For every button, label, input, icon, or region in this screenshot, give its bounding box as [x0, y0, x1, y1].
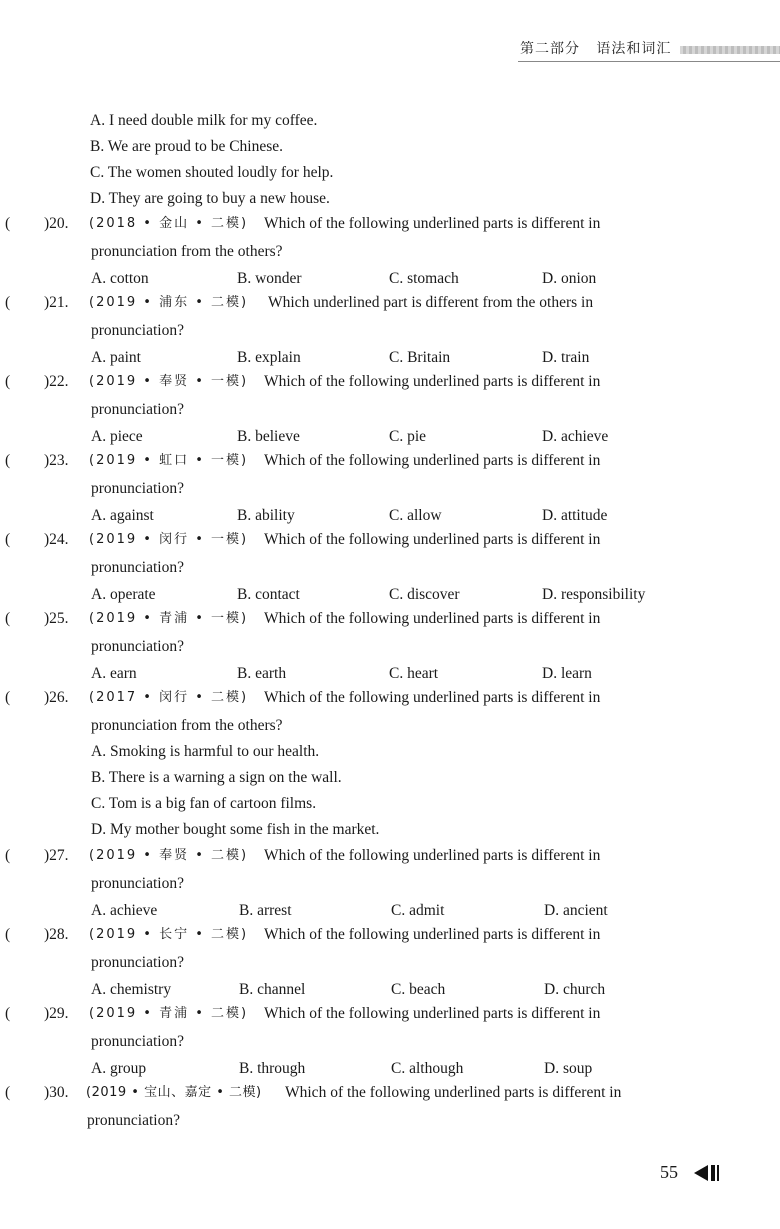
question-number: )27.: [44, 847, 69, 864]
carry-option-c: C. The women shouted loudly for help.: [90, 164, 334, 181]
option-a: A. against: [91, 507, 154, 524]
option-b: B. through: [239, 1060, 306, 1077]
carry-option-d: D. They are going to buy a new house.: [90, 190, 330, 207]
option-d: D. My mother bought some fish in the market.: [91, 821, 380, 838]
question-stem: Which of the following underlined parts is different in: [264, 215, 601, 232]
option-b: B. believe: [237, 428, 300, 445]
option-d: D. onion: [542, 270, 597, 287]
option-b: B. There is a warning a sign on the wall.: [91, 769, 342, 786]
option-a: A. cotton: [91, 270, 149, 287]
answer-paren[interactable]: (: [5, 531, 11, 548]
option-d: D. ancient: [544, 902, 608, 919]
question-stem-cont: pronunciation?: [91, 401, 184, 418]
page-number: 55: [660, 1162, 678, 1182]
question-stem-cont: pronunciation?: [87, 1112, 180, 1129]
option-b: B. arrest: [239, 902, 292, 919]
option-d: D. learn: [542, 665, 592, 682]
option-d: D. soup: [544, 1060, 593, 1077]
answer-paren[interactable]: (: [5, 1005, 11, 1022]
option-d: D. church: [544, 981, 606, 998]
question-source: (2019 • 青浦 • 一模): [89, 611, 249, 626]
option-b: B. contact: [237, 586, 300, 603]
question-stem: Which underlined part is different from the others in: [268, 294, 594, 311]
option-d: D. responsibility: [542, 586, 646, 603]
question-stem: Which of the following underlined parts is different in: [264, 531, 601, 548]
question-source: (2019 • 宝山、嘉定 • 二模): [86, 1085, 262, 1100]
question-number: )22.: [44, 373, 69, 390]
answer-paren[interactable]: (: [5, 926, 11, 943]
answer-paren[interactable]: (: [5, 847, 11, 864]
question-stem-cont: pronunciation?: [91, 954, 184, 971]
answer-paren[interactable]: (: [5, 215, 11, 232]
answer-paren[interactable]: (: [5, 373, 11, 390]
option-d: D. attitude: [542, 507, 608, 524]
option-b: B. earth: [237, 665, 287, 682]
option-c: C. pie: [389, 428, 427, 445]
option-d: D. achieve: [542, 428, 609, 445]
question-number: )20.: [44, 215, 69, 232]
option-c: C. beach: [391, 981, 446, 998]
question-source: (2019 • 虹口 • 一模): [89, 453, 249, 468]
question-stem: Which of the following underlined parts is different in: [285, 1084, 622, 1101]
question-stem-cont: pronunciation from the others?: [91, 243, 283, 260]
answer-paren[interactable]: (: [5, 294, 11, 311]
option-a: A. piece: [91, 428, 143, 445]
question-number: )21.: [44, 294, 69, 311]
question-stem-cont: pronunciation from the others?: [91, 717, 283, 734]
header-part: 第二部分: [520, 41, 580, 57]
option-b: B. explain: [237, 349, 301, 366]
question-number: )28.: [44, 926, 69, 943]
option-a: A. achieve: [91, 902, 158, 919]
answer-paren[interactable]: (: [5, 689, 11, 706]
question-number: )23.: [44, 452, 69, 469]
carry-option-a: A. I need double milk for my coffee.: [90, 112, 318, 129]
question-stem: Which of the following underlined parts is different in: [264, 689, 601, 706]
option-c: C. heart: [389, 665, 439, 682]
question-stem-cont: pronunciation?: [91, 875, 184, 892]
option-a: A. chemistry: [91, 981, 172, 998]
question-stem-cont: pronunciation?: [91, 480, 184, 497]
question-stem-cont: pronunciation?: [91, 1033, 184, 1050]
question-number: )29.: [44, 1005, 69, 1022]
option-c: C. although: [391, 1060, 464, 1077]
question-source: (2019 • 青浦 • 二模): [89, 1006, 249, 1021]
question-source: (2017 • 闵行 • 二模): [89, 690, 249, 705]
option-b: B. wonder: [237, 270, 302, 287]
header-section: 语法和词汇: [596, 41, 672, 57]
option-c: C. Tom is a big fan of cartoon films.: [91, 795, 317, 812]
option-b: B. ability: [237, 507, 295, 524]
option-c: C. admit: [391, 902, 445, 919]
header-title: [520, 38, 671, 58]
question-stem: Which of the following underlined parts is different in: [264, 373, 601, 390]
option-c: C. allow: [389, 507, 442, 524]
header-decoration: [680, 46, 780, 54]
question-source: (2018 • 金山 • 二模): [89, 216, 249, 231]
option-c: C. Britain: [389, 349, 451, 366]
question-stem: Which of the following underlined parts is different in: [264, 847, 601, 864]
question-source: (2019 • 长宁 • 二模): [89, 927, 249, 942]
option-a: A. paint: [91, 349, 141, 366]
option-a: A. operate: [91, 586, 156, 603]
question-stem: Which of the following underlined parts is different in: [264, 1005, 601, 1022]
option-a: A. Smoking is harmful to our health.: [91, 743, 320, 760]
question-source: (2019 • 闵行 • 一模): [89, 532, 249, 547]
question-number: )26.: [44, 689, 69, 706]
answer-paren[interactable]: (: [5, 1084, 11, 1101]
question-source: (2019 • 浦东 • 二模): [89, 295, 249, 310]
question-stem: Which of the following underlined parts is different in: [264, 610, 601, 627]
question-number: )24.: [44, 531, 69, 548]
question-source: (2019 • 奉贤 • 二模): [89, 848, 249, 863]
option-b: B. channel: [239, 981, 306, 998]
question-stem-cont: pronunciation?: [91, 322, 184, 339]
question-stem: Which of the following underlined parts is different in: [264, 452, 601, 469]
page-arrow-icon: [694, 1164, 720, 1182]
option-c: C. discover: [389, 586, 460, 603]
option-a: A. earn: [91, 665, 137, 682]
option-c: C. stomach: [389, 270, 459, 287]
header-rule: [518, 61, 780, 62]
question-source: (2019 • 奉贤 • 一模): [89, 374, 249, 389]
option-d: D. train: [542, 349, 590, 366]
answer-paren[interactable]: (: [5, 452, 11, 469]
question-number: )25.: [44, 610, 69, 627]
answer-paren[interactable]: (: [5, 610, 11, 627]
question-stem-cont: pronunciation?: [91, 638, 184, 655]
option-a: A. group: [91, 1060, 147, 1077]
question-stem: Which of the following underlined parts is different in: [264, 926, 601, 943]
question-number: )30.: [44, 1084, 69, 1101]
question-stem-cont: pronunciation?: [91, 559, 184, 576]
carry-option-b: B. We are proud to be Chinese.: [90, 138, 284, 155]
